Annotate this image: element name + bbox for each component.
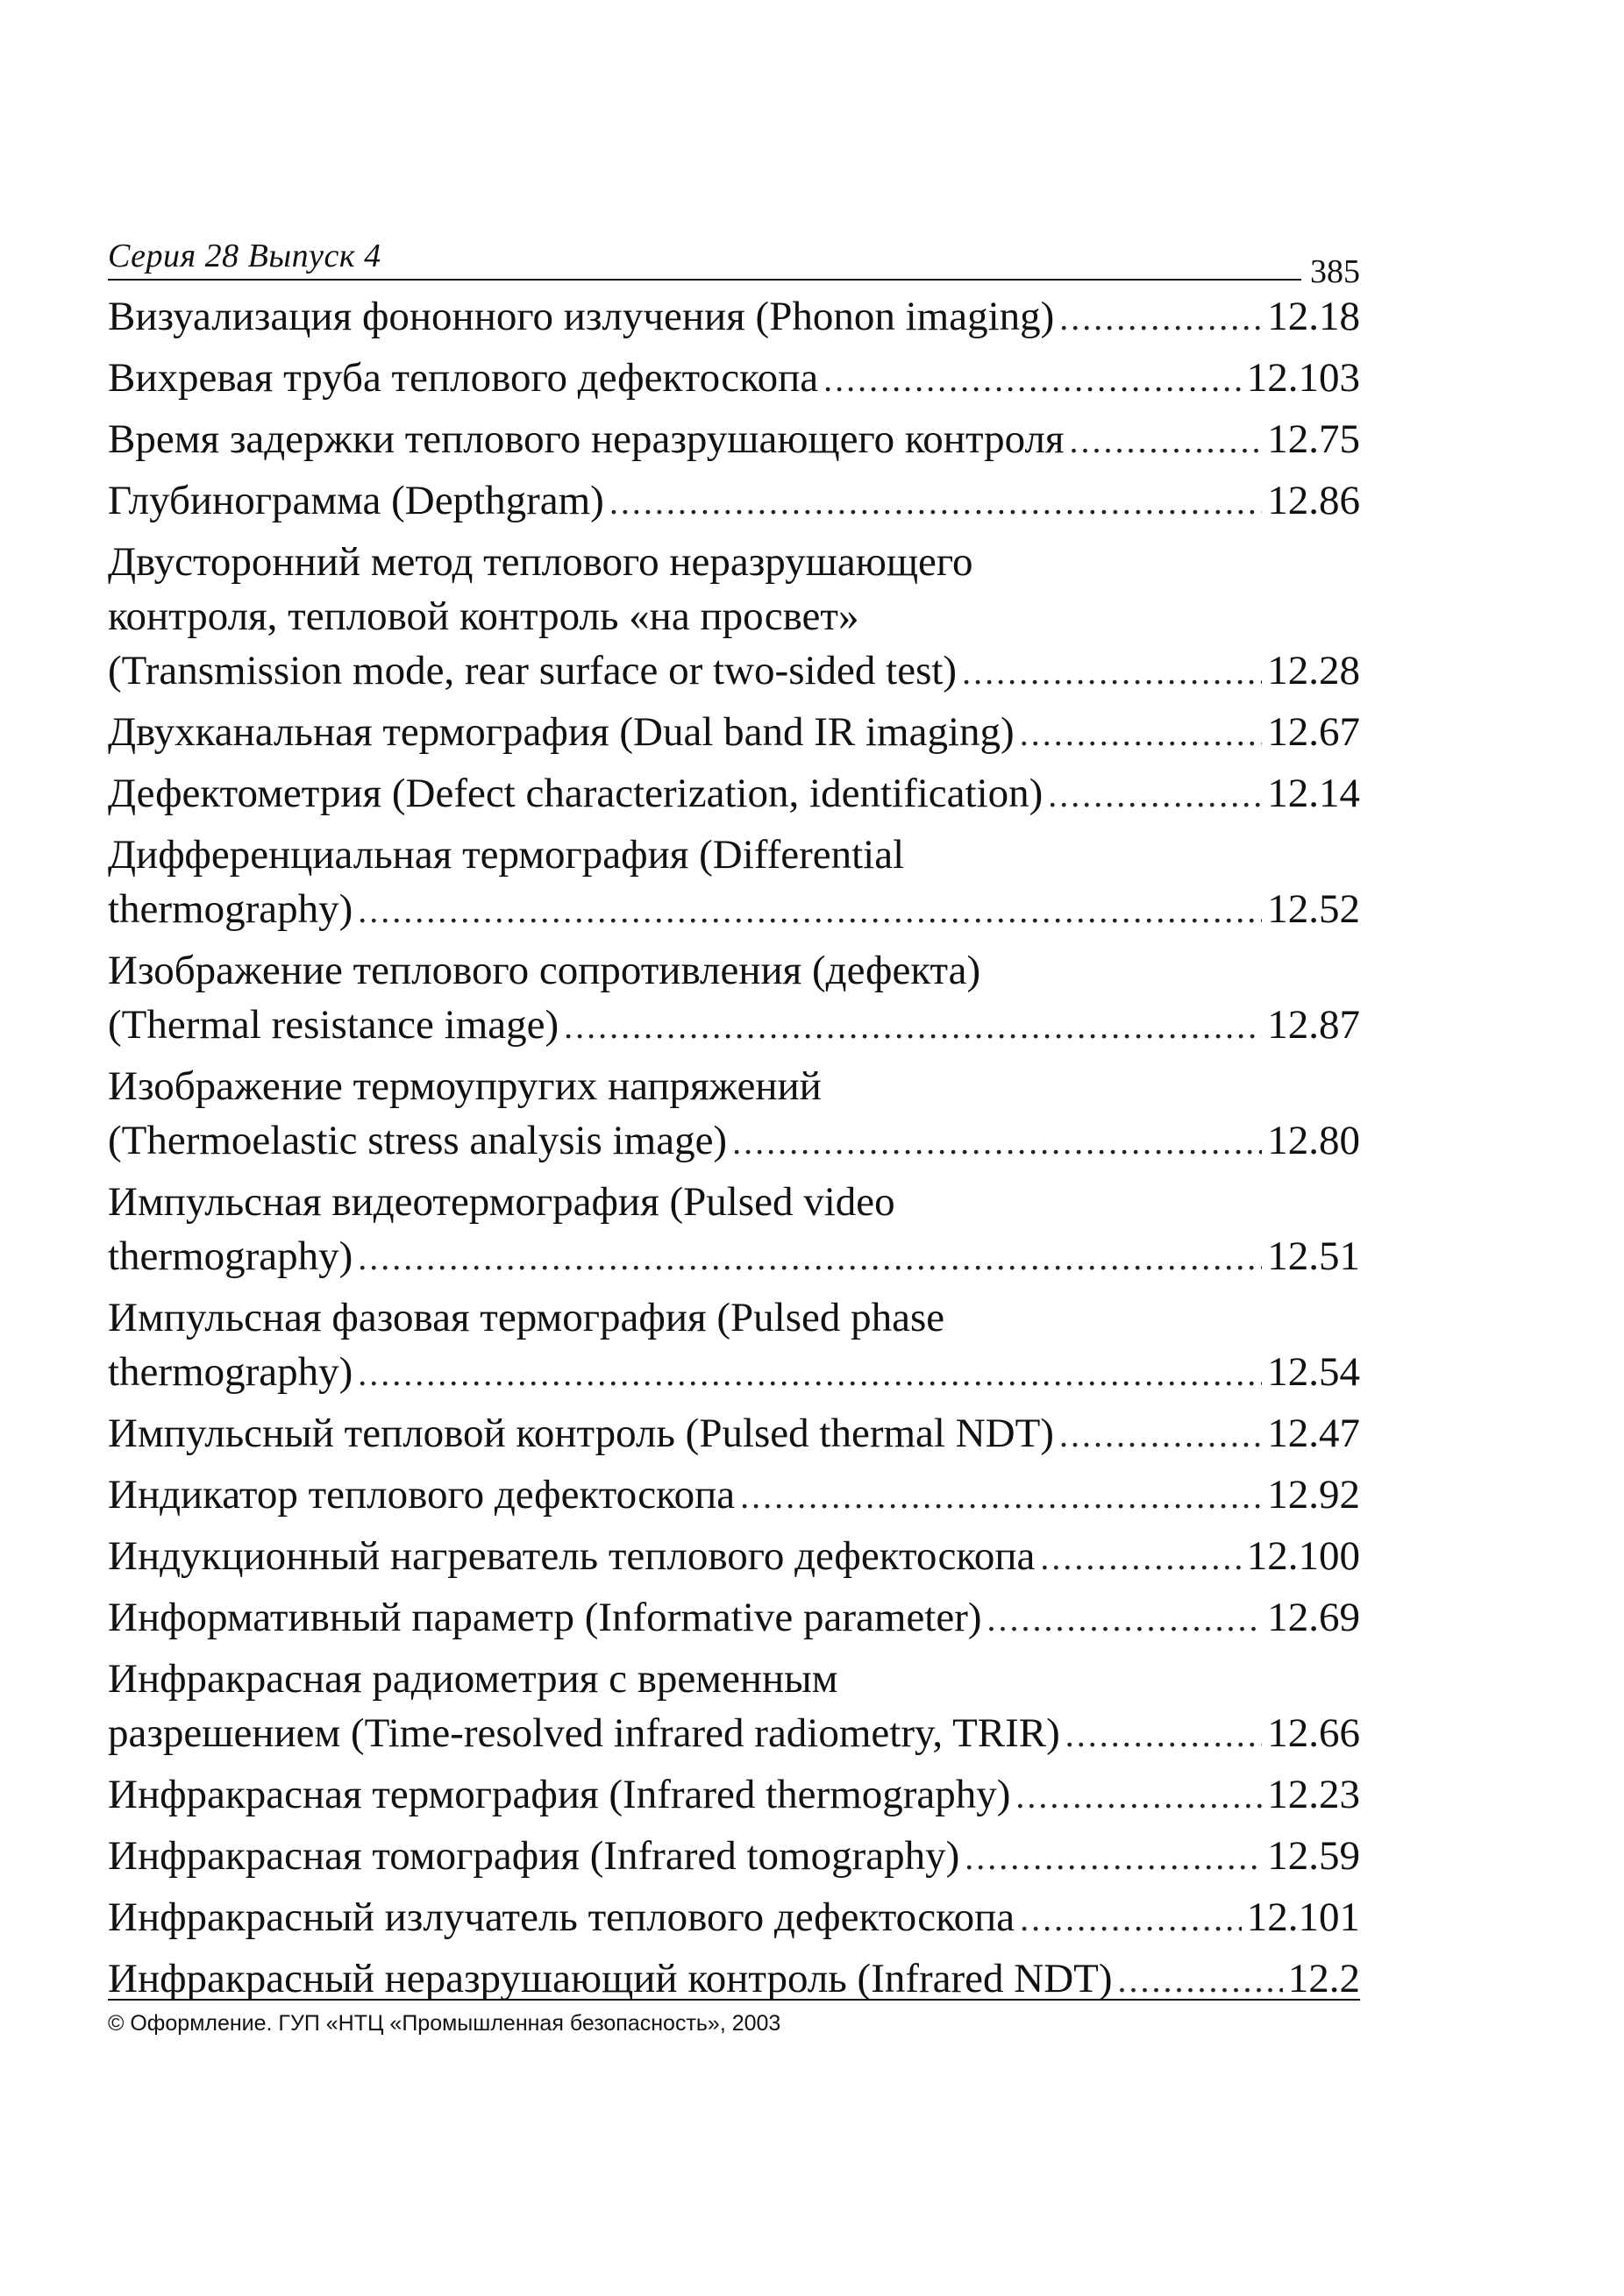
index-entry [108,1468,1360,1524]
index-entry [108,1175,1360,1285]
dot-leader [732,1115,1262,1169]
entry-text-line: Изображение термоупругих напряжений [108,1063,822,1109]
entry-text-line: thermography) [108,886,353,932]
index-entry [108,351,1360,407]
entry-text-line: разрешением (Time-resolved infrared radiometry, TRIR) [108,1710,1060,1756]
entry-last-line [108,1529,1360,1585]
index-entry-list [108,289,1360,2008]
dot-leader [358,1347,1262,1401]
entry-reference-number: 12.51 [1267,1233,1360,1279]
entry-reference-number: 12.47 [1267,1411,1360,1456]
entry-last-line [108,1113,1360,1169]
entry-reference-number: 12.87 [1267,1002,1360,1048]
index-entry [108,943,1360,1054]
index-entry [108,1829,1360,1885]
index-entry [108,1890,1360,1946]
entry-text-line: Дефектометрия (Defect characterization, identification) [108,771,1043,816]
entry-text-line: Вихревая труба теплового дефектоскопа [108,355,819,401]
index-entry [108,535,1360,700]
entry-last-line [108,998,1360,1054]
entry-reference-number: 12.86 [1267,478,1360,523]
entry-text-line: Дифференциальная термография (Differential [108,832,905,878]
entry-text-line: thermography) [108,1349,353,1395]
index-entry [108,1529,1360,1585]
entry-last-line [108,1229,1360,1285]
dot-leader [1070,414,1263,468]
dot-leader [358,884,1262,938]
dot-leader [1059,1408,1262,1462]
entry-last-line [108,1706,1360,1762]
entry-text-line: Инфракрасная томография (Infrared tomography) [108,1833,960,1879]
entry-last-line [108,412,1360,468]
entry-reference-number: 12.69 [1267,1595,1360,1640]
entry-text-line: (Thermoelastic stress analysis image) [108,1118,728,1163]
entry-text-line: Двухканальная термография (Dual band IR imaging) [108,709,1015,755]
entry-last-line [108,351,1360,407]
dot-leader [564,999,1262,1054]
entry-reference-number: 12.28 [1267,648,1360,693]
entry-reference-number: 12.2 [1287,1956,1360,2001]
entry-last-line [108,1890,1360,1946]
entry-reference-number: 12.14 [1267,771,1360,816]
entry-last-line [108,1590,1360,1646]
entry-text-line: контроля, тепловой контроль «на просвет» [108,594,859,639]
entry-reference-number: 12.75 [1267,416,1360,462]
dot-leader [358,1231,1262,1285]
index-entry [108,1290,1360,1401]
entry-text-line: Индукционный нагреватель теплового дефектоскопа [108,1533,1036,1579]
entry-reference-number: 12.54 [1267,1349,1360,1395]
entry-text-line: (Thermal resistance image) [108,1002,559,1048]
entry-reference-number: 12.23 [1267,1772,1360,1817]
index-entry [108,1767,1360,1823]
index-entry [108,473,1360,530]
entry-reference-number: 12.80 [1267,1118,1360,1163]
footer-copyright: © Оформление. ГУП «НТЦ «Промышленная безопасность», 2003 [108,2011,781,2036]
entry-text-line: thermography) [108,1233,353,1279]
entry-last-line [108,473,1360,530]
dot-leader [1015,1769,1262,1823]
dot-leader [965,1830,1262,1885]
entry-reference-number: 12.52 [1267,886,1360,932]
entry-last-line [108,882,1360,938]
entry-last-line [108,643,1360,700]
entry-text-line: Импульсная фазовая термография (Pulsed phase [108,1295,945,1340]
entry-last-line [108,289,1360,345]
entry-text-line: Двусторонний метод теплового неразрушающего [108,539,973,585]
entry-last-line [108,705,1360,761]
dot-leader [1059,291,1262,345]
entry-text-line: Индикатор теплового дефектоскопа [108,1472,736,1518]
index-entry [108,289,1360,345]
page-header [108,226,1360,290]
entry-reference-number: 12.67 [1267,709,1360,755]
entry-reference-number: 12.18 [1267,294,1360,339]
index-entry [108,1059,1360,1169]
entry-text-line: Глубинограмма (Depthgram) [108,478,604,523]
index-page [108,226,1360,2013]
entry-text-line: Импульсная видеотермография (Pulsed video [108,1179,895,1225]
entry-reference-number: 12.103 [1246,355,1360,401]
index-entry [108,705,1360,761]
entry-text-line: (Transmission mode, rear surface or two-sided test) [108,648,958,693]
index-entry [108,766,1360,822]
dot-leader [1065,1708,1262,1762]
page-number: 385 [1301,252,1360,291]
entry-text-line: Инфракрасная радиометрия с временным [108,1656,838,1702]
dot-leader [1020,707,1263,761]
dot-leader [823,352,1242,407]
entry-last-line [108,766,1360,822]
entry-reference-number: 12.101 [1246,1894,1360,1940]
entry-last-line [108,1829,1360,1885]
entry-reference-number: 12.59 [1267,1833,1360,1879]
entry-text-line: Информативный параметр (Informative parameter) [108,1595,982,1640]
dot-leader [987,1592,1263,1646]
dot-leader [740,1469,1262,1524]
dot-leader [1040,1531,1241,1585]
entry-reference-number: 12.66 [1267,1710,1360,1756]
dot-leader [1048,768,1262,822]
index-entry [108,1590,1360,1646]
dot-leader [1020,1892,1242,1946]
entry-last-line [108,1767,1360,1823]
index-entry [108,828,1360,938]
dot-leader [962,645,1262,700]
entry-last-line [108,1345,1360,1401]
entry-last-line [108,1406,1360,1462]
entry-last-line [108,1468,1360,1524]
entry-text-line: Визуализация фононного излучения (Phonon imaging) [108,294,1055,339]
series-label: Серия 28 Выпуск 4 [108,238,381,274]
entry-text-line: Инфракрасная термография (Infrared thermography) [108,1772,1011,1817]
entry-text-line: Инфракрасный неразрушающий контроль (Infrared NDT) [108,1956,1113,2001]
entry-reference-number: 12.100 [1246,1533,1360,1579]
entry-text-line: Изображение теплового сопротивления (дефекта) [108,948,981,993]
index-entry [108,1652,1360,1762]
entry-reference-number: 12.92 [1267,1472,1360,1518]
entry-text-line: Импульсный тепловой контроль (Pulsed thermal NDT) [108,1411,1054,1456]
entry-text-line: Инфракрасный излучатель теплового дефектоскопа [108,1894,1015,1940]
index-entry [108,412,1360,468]
footer-divider [108,1999,1360,2001]
dot-leader [609,475,1262,530]
entry-text-line: Время задержки теплового неразрушающего контроля [108,416,1065,462]
index-entry [108,1406,1360,1462]
